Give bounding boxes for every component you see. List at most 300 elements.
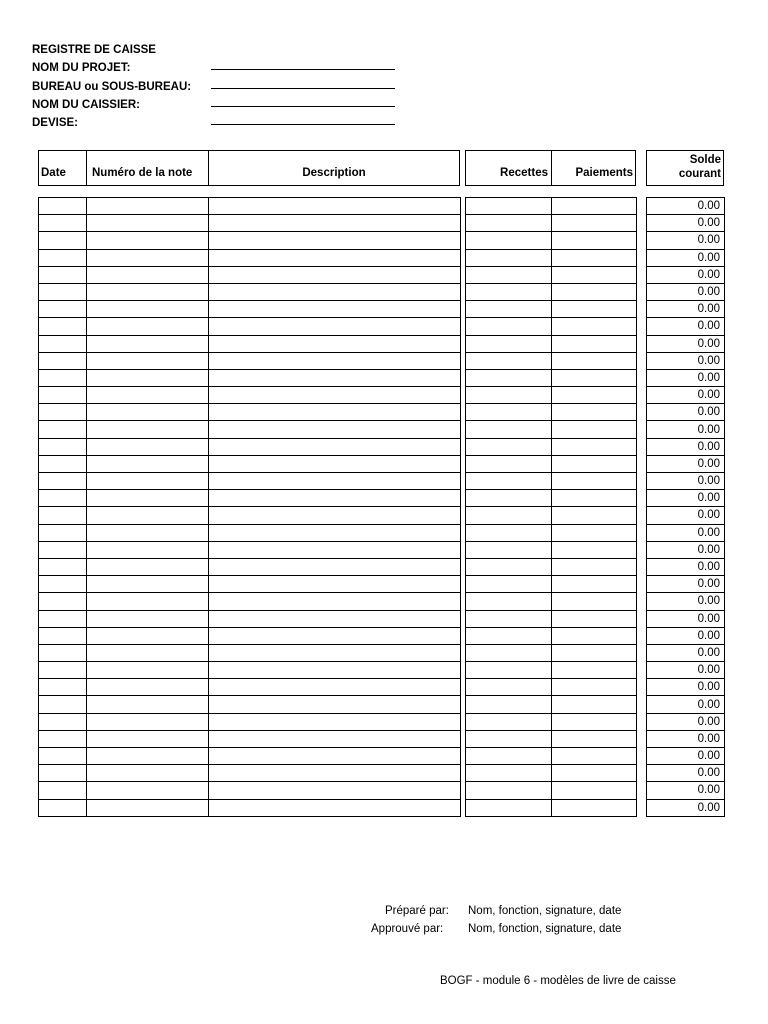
table-row (647, 610, 725, 627)
table-row (39, 748, 461, 765)
date-cell[interactable] (39, 713, 87, 730)
table-row (647, 301, 725, 318)
description-cell[interactable] (209, 696, 461, 713)
date-cell[interactable] (39, 455, 87, 472)
table-row (39, 421, 461, 438)
solde-cell[interactable]: 0.00 (647, 507, 725, 524)
note-number-cell[interactable] (87, 266, 209, 283)
solde-cell[interactable]: 0.00 (647, 610, 725, 627)
solde-cell[interactable]: 0.00 (647, 524, 725, 541)
table-row (647, 232, 725, 249)
table-row (466, 627, 637, 644)
table-row (466, 558, 637, 575)
note-number-cell[interactable] (87, 215, 209, 232)
date-cell[interactable] (39, 369, 87, 386)
table-row (466, 765, 637, 782)
table-row (647, 438, 725, 455)
table-row (39, 644, 461, 661)
table-row (466, 541, 637, 558)
table-row (39, 576, 461, 593)
date-cell[interactable] (39, 696, 87, 713)
paiements-cell[interactable] (552, 765, 637, 782)
table-row (39, 610, 461, 627)
paiements-cell[interactable] (552, 232, 637, 249)
table-row (466, 318, 637, 335)
table-row (466, 387, 637, 404)
table-row (466, 782, 637, 799)
paiements-cell[interactable] (552, 558, 637, 575)
date-cell[interactable] (39, 352, 87, 369)
description-cell[interactable] (209, 283, 461, 300)
solde-cell[interactable]: 0.00 (647, 696, 725, 713)
description-cell[interactable] (209, 215, 461, 232)
paiements-cell[interactable] (552, 335, 637, 352)
recettes-cell[interactable] (466, 782, 552, 799)
description-cell[interactable] (209, 387, 461, 404)
solde-cell[interactable]: 0.00 (647, 455, 725, 472)
description-cell[interactable] (209, 404, 461, 421)
date-cell[interactable] (39, 765, 87, 782)
paiements-cell[interactable] (552, 438, 637, 455)
date-cell[interactable] (39, 283, 87, 300)
date-cell[interactable] (39, 730, 87, 747)
description-cell[interactable] (209, 662, 461, 679)
solde-cell[interactable]: 0.00 (647, 318, 725, 335)
solde-cell[interactable]: 0.00 (647, 335, 725, 352)
project-name-label: NOM DU PROJET: (32, 62, 131, 75)
note-number-cell[interactable] (87, 404, 209, 421)
date-cell[interactable] (39, 318, 87, 335)
note-number-cell[interactable] (87, 576, 209, 593)
table-row (39, 266, 461, 283)
recettes-cell[interactable] (466, 387, 552, 404)
description-cell[interactable] (209, 473, 461, 490)
paiements-cell[interactable] (552, 524, 637, 541)
table-row (466, 455, 637, 472)
recettes-cell[interactable] (466, 301, 552, 318)
description-cell[interactable] (209, 627, 461, 644)
table-row (466, 473, 637, 490)
solde-cell[interactable]: 0.00 (647, 387, 725, 404)
currency-line[interactable] (211, 114, 395, 125)
note-number-cell[interactable] (87, 593, 209, 610)
note-number-cell[interactable] (87, 301, 209, 318)
table-row (647, 335, 725, 352)
recettes-cell[interactable] (466, 283, 552, 300)
note-number-cell[interactable] (87, 335, 209, 352)
description-cell[interactable] (209, 558, 461, 575)
table-row (647, 713, 725, 730)
paiements-cell[interactable] (552, 490, 637, 507)
recettes-cell[interactable] (466, 748, 552, 765)
table-row (39, 249, 461, 266)
table-row (647, 507, 725, 524)
description-cell[interactable] (209, 576, 461, 593)
table-row (39, 558, 461, 575)
table-row (466, 249, 637, 266)
solde-cell[interactable]: 0.00 (647, 713, 725, 730)
paiements-cell[interactable] (552, 301, 637, 318)
description-cell[interactable] (209, 438, 461, 455)
cashier-line[interactable] (211, 96, 395, 107)
note-number-cell[interactable] (87, 713, 209, 730)
date-cell[interactable] (39, 644, 87, 661)
project-name-field (32, 59, 395, 77)
note-number-cell[interactable] (87, 610, 209, 627)
recettes-cell[interactable] (466, 679, 552, 696)
date-cell[interactable] (39, 679, 87, 696)
note-number-cell[interactable] (87, 748, 209, 765)
description-cell[interactable] (209, 679, 461, 696)
paiements-cell[interactable] (552, 352, 637, 369)
paiements-cell[interactable] (552, 593, 637, 610)
description-cell[interactable] (209, 455, 461, 472)
table-row (39, 679, 461, 696)
table-row (647, 318, 725, 335)
recettes-cell[interactable] (466, 473, 552, 490)
recettes-cell[interactable] (466, 644, 552, 661)
table-row (466, 369, 637, 386)
col-paiements-header: Paiements (575, 167, 633, 179)
table-row (466, 524, 637, 541)
solde-cell[interactable]: 0.00 (647, 421, 725, 438)
description-cell[interactable] (209, 524, 461, 541)
solde-cell[interactable]: 0.00 (647, 558, 725, 575)
date-cell[interactable] (39, 541, 87, 558)
table-row (39, 455, 461, 472)
date-cell[interactable] (39, 421, 87, 438)
paiements-cell[interactable] (552, 782, 637, 799)
note-number-cell[interactable] (87, 421, 209, 438)
recettes-cell[interactable] (466, 369, 552, 386)
note-number-cell[interactable] (87, 473, 209, 490)
date-cell[interactable] (39, 782, 87, 799)
solde-cell[interactable]: 0.00 (647, 593, 725, 610)
recettes-cell[interactable] (466, 627, 552, 644)
table-row (39, 662, 461, 679)
paiements-cell[interactable] (552, 644, 637, 661)
date-cell[interactable] (39, 473, 87, 490)
solde-cell[interactable]: 0.00 (647, 215, 725, 232)
note-number-cell[interactable] (87, 198, 209, 215)
paiements-cell[interactable] (552, 730, 637, 747)
table-row (39, 473, 461, 490)
table-row (647, 644, 725, 661)
description-cell[interactable] (209, 249, 461, 266)
solde-cell[interactable]: 0.00 (647, 301, 725, 318)
note-number-cell[interactable] (87, 283, 209, 300)
paiements-cell[interactable] (552, 713, 637, 730)
solde-cell[interactable]: 0.00 (647, 404, 725, 421)
table-row (647, 799, 725, 816)
description-cell[interactable] (209, 713, 461, 730)
solde-cell[interactable]: 0.00 (647, 627, 725, 644)
table-row (39, 507, 461, 524)
recettes-cell[interactable] (466, 318, 552, 335)
description-cell[interactable] (209, 266, 461, 283)
table-row (647, 352, 725, 369)
note-number-cell[interactable] (87, 558, 209, 575)
description-cell[interactable] (209, 541, 461, 558)
paiements-cell[interactable] (552, 696, 637, 713)
paiements-cell[interactable] (552, 421, 637, 438)
note-number-cell[interactable] (87, 782, 209, 799)
note-number-cell[interactable] (87, 318, 209, 335)
solde-cell[interactable]: 0.00 (647, 198, 725, 215)
solde-cell[interactable]: 0.00 (647, 748, 725, 765)
description-cell[interactable] (209, 369, 461, 386)
paiements-cell[interactable] (552, 387, 637, 404)
recettes-cell[interactable] (466, 266, 552, 283)
recettes-cell[interactable] (466, 696, 552, 713)
note-number-cell[interactable] (87, 455, 209, 472)
recettes-cell[interactable] (466, 593, 552, 610)
table-row (647, 198, 725, 215)
table-row (466, 799, 637, 816)
recettes-cell[interactable] (466, 610, 552, 627)
paiements-cell[interactable] (552, 266, 637, 283)
paiements-cell[interactable] (552, 627, 637, 644)
table-row (647, 249, 725, 266)
paiements-cell[interactable] (552, 283, 637, 300)
table-row (39, 301, 461, 318)
date-cell[interactable] (39, 266, 87, 283)
col-date-header: Date (41, 167, 66, 179)
date-cell[interactable] (39, 748, 87, 765)
paiements-cell[interactable] (552, 198, 637, 215)
recettes-cell[interactable] (466, 421, 552, 438)
table-row (39, 765, 461, 782)
paiements-cell[interactable] (552, 369, 637, 386)
date-cell[interactable] (39, 249, 87, 266)
prepared-by-value: Nom, fonction, signature, date (468, 905, 622, 917)
paiements-cell[interactable] (552, 799, 637, 816)
date-cell[interactable] (39, 215, 87, 232)
recettes-cell[interactable] (466, 541, 552, 558)
description-cell[interactable] (209, 748, 461, 765)
recettes-cell[interactable] (466, 730, 552, 747)
recettes-cell[interactable] (466, 249, 552, 266)
solde-cell[interactable]: 0.00 (647, 541, 725, 558)
recettes-cell[interactable] (466, 558, 552, 575)
solde-cell[interactable]: 0.00 (647, 799, 725, 816)
recettes-cell[interactable] (466, 576, 552, 593)
paiements-cell[interactable] (552, 748, 637, 765)
description-cell[interactable] (209, 318, 461, 335)
office-label: BUREAU ou SOUS-BUREAU: (32, 80, 192, 93)
solde-cell[interactable]: 0.00 (647, 782, 725, 799)
description-cell[interactable] (209, 644, 461, 661)
recettes-cell[interactable] (466, 765, 552, 782)
note-number-cell[interactable] (87, 524, 209, 541)
table-row (39, 541, 461, 558)
table-row (647, 215, 725, 232)
note-number-cell[interactable] (87, 352, 209, 369)
table-row (466, 730, 637, 747)
recettes-cell[interactable] (466, 490, 552, 507)
description-cell[interactable] (209, 765, 461, 782)
paiements-cell[interactable] (552, 576, 637, 593)
table-row (647, 730, 725, 747)
recettes-cell[interactable] (466, 507, 552, 524)
table-row (39, 387, 461, 404)
table-row (466, 713, 637, 730)
project-name-line[interactable] (211, 59, 395, 70)
paiements-cell[interactable] (552, 249, 637, 266)
solde-cell[interactable]: 0.00 (647, 473, 725, 490)
table-row (39, 730, 461, 747)
solde-cell[interactable]: 0.00 (647, 765, 725, 782)
recettes-cell[interactable] (466, 215, 552, 232)
paiements-cell[interactable] (552, 679, 637, 696)
date-cell[interactable] (39, 627, 87, 644)
recettes-cell[interactable] (466, 352, 552, 369)
cashier-label: NOM DU CAISSIER: (32, 98, 140, 111)
table-row (39, 369, 461, 386)
table-row (39, 318, 461, 335)
date-cell[interactable] (39, 524, 87, 541)
document-reference: BOGF - module 6 - modèles de livre de caisse (440, 975, 676, 987)
description-cell[interactable] (209, 352, 461, 369)
note-number-cell[interactable] (87, 387, 209, 404)
register-table-amounts (465, 197, 637, 817)
description-cell[interactable] (209, 335, 461, 352)
note-number-cell[interactable] (87, 541, 209, 558)
description-cell[interactable] (209, 490, 461, 507)
description-cell[interactable] (209, 782, 461, 799)
table-row (466, 679, 637, 696)
table-row (466, 283, 637, 300)
paiements-cell[interactable] (552, 215, 637, 232)
col-description-header: Description (302, 167, 366, 179)
paiements-cell[interactable] (552, 318, 637, 335)
cashier-field (32, 96, 395, 114)
paiements-cell[interactable] (552, 662, 637, 679)
recettes-cell[interactable] (466, 404, 552, 421)
recettes-cell[interactable] (466, 799, 552, 816)
recettes-cell[interactable] (466, 662, 552, 679)
table-row (466, 301, 637, 318)
date-cell[interactable] (39, 610, 87, 627)
date-cell[interactable] (39, 490, 87, 507)
note-number-cell[interactable] (87, 696, 209, 713)
table-row (39, 490, 461, 507)
recettes-cell[interactable] (466, 198, 552, 215)
date-cell[interactable] (39, 507, 87, 524)
solde-cell[interactable]: 0.00 (647, 232, 725, 249)
paiements-cell[interactable] (552, 404, 637, 421)
recettes-cell[interactable] (466, 524, 552, 541)
note-number-cell[interactable] (87, 507, 209, 524)
note-number-cell[interactable] (87, 369, 209, 386)
office-line[interactable] (211, 78, 395, 89)
solde-cell[interactable]: 0.00 (647, 249, 725, 266)
solde-cell[interactable]: 0.00 (647, 490, 725, 507)
note-number-cell[interactable] (87, 679, 209, 696)
paiements-cell[interactable] (552, 541, 637, 558)
description-cell[interactable] (209, 730, 461, 747)
table-row (39, 352, 461, 369)
note-number-cell[interactable] (87, 799, 209, 816)
date-cell[interactable] (39, 593, 87, 610)
date-cell[interactable] (39, 404, 87, 421)
recettes-cell[interactable] (466, 713, 552, 730)
date-cell[interactable] (39, 301, 87, 318)
note-number-cell[interactable] (87, 490, 209, 507)
note-number-cell[interactable] (87, 627, 209, 644)
date-cell[interactable] (39, 662, 87, 679)
table-row (466, 438, 637, 455)
date-cell[interactable] (39, 387, 87, 404)
date-cell[interactable] (39, 438, 87, 455)
table-row (647, 782, 725, 799)
header-box-main (38, 150, 460, 186)
recettes-cell[interactable] (466, 335, 552, 352)
col-note-header: Numéro de la note (92, 167, 193, 179)
table-row (39, 335, 461, 352)
recettes-cell[interactable] (466, 455, 552, 472)
description-cell[interactable] (209, 799, 461, 816)
table-row (647, 490, 725, 507)
solde-cell[interactable]: 0.00 (647, 662, 725, 679)
description-cell[interactable] (209, 301, 461, 318)
description-cell[interactable] (209, 421, 461, 438)
table-row (466, 198, 637, 215)
description-cell[interactable] (209, 507, 461, 524)
description-cell[interactable] (209, 232, 461, 249)
solde-cell[interactable]: 0.00 (647, 369, 725, 386)
solde-cell[interactable]: 0.00 (647, 644, 725, 661)
note-number-cell[interactable] (87, 644, 209, 661)
date-cell[interactable] (39, 576, 87, 593)
solde-cell[interactable]: 0.00 (647, 679, 725, 696)
solde-cell[interactable]: 0.00 (647, 730, 725, 747)
description-cell[interactable] (209, 593, 461, 610)
note-number-cell[interactable] (87, 730, 209, 747)
solde-cell[interactable]: 0.00 (647, 283, 725, 300)
note-number-cell[interactable] (87, 662, 209, 679)
note-number-cell[interactable] (87, 765, 209, 782)
table-row (466, 352, 637, 369)
col-solde-header-line1: Solde (689, 154, 721, 166)
solde-cell[interactable]: 0.00 (647, 266, 725, 283)
paiements-cell[interactable] (552, 473, 637, 490)
date-cell[interactable] (39, 799, 87, 816)
note-number-cell[interactable] (87, 232, 209, 249)
table-row (647, 266, 725, 283)
paiements-cell[interactable] (552, 455, 637, 472)
description-cell[interactable] (209, 610, 461, 627)
recettes-cell[interactable] (466, 438, 552, 455)
solde-cell[interactable]: 0.00 (647, 352, 725, 369)
solde-cell[interactable]: 0.00 (647, 576, 725, 593)
date-cell[interactable] (39, 335, 87, 352)
table-row (39, 696, 461, 713)
solde-cell[interactable]: 0.00 (647, 438, 725, 455)
date-cell[interactable] (39, 558, 87, 575)
table-row (39, 283, 461, 300)
date-cell[interactable] (39, 232, 87, 249)
paiements-cell[interactable] (552, 507, 637, 524)
recettes-cell[interactable] (466, 232, 552, 249)
paiements-cell[interactable] (552, 610, 637, 627)
note-number-cell[interactable] (87, 438, 209, 455)
table-row (466, 232, 637, 249)
description-cell[interactable] (209, 198, 461, 215)
note-number-cell[interactable] (87, 249, 209, 266)
table-row (466, 490, 637, 507)
date-cell[interactable] (39, 198, 87, 215)
